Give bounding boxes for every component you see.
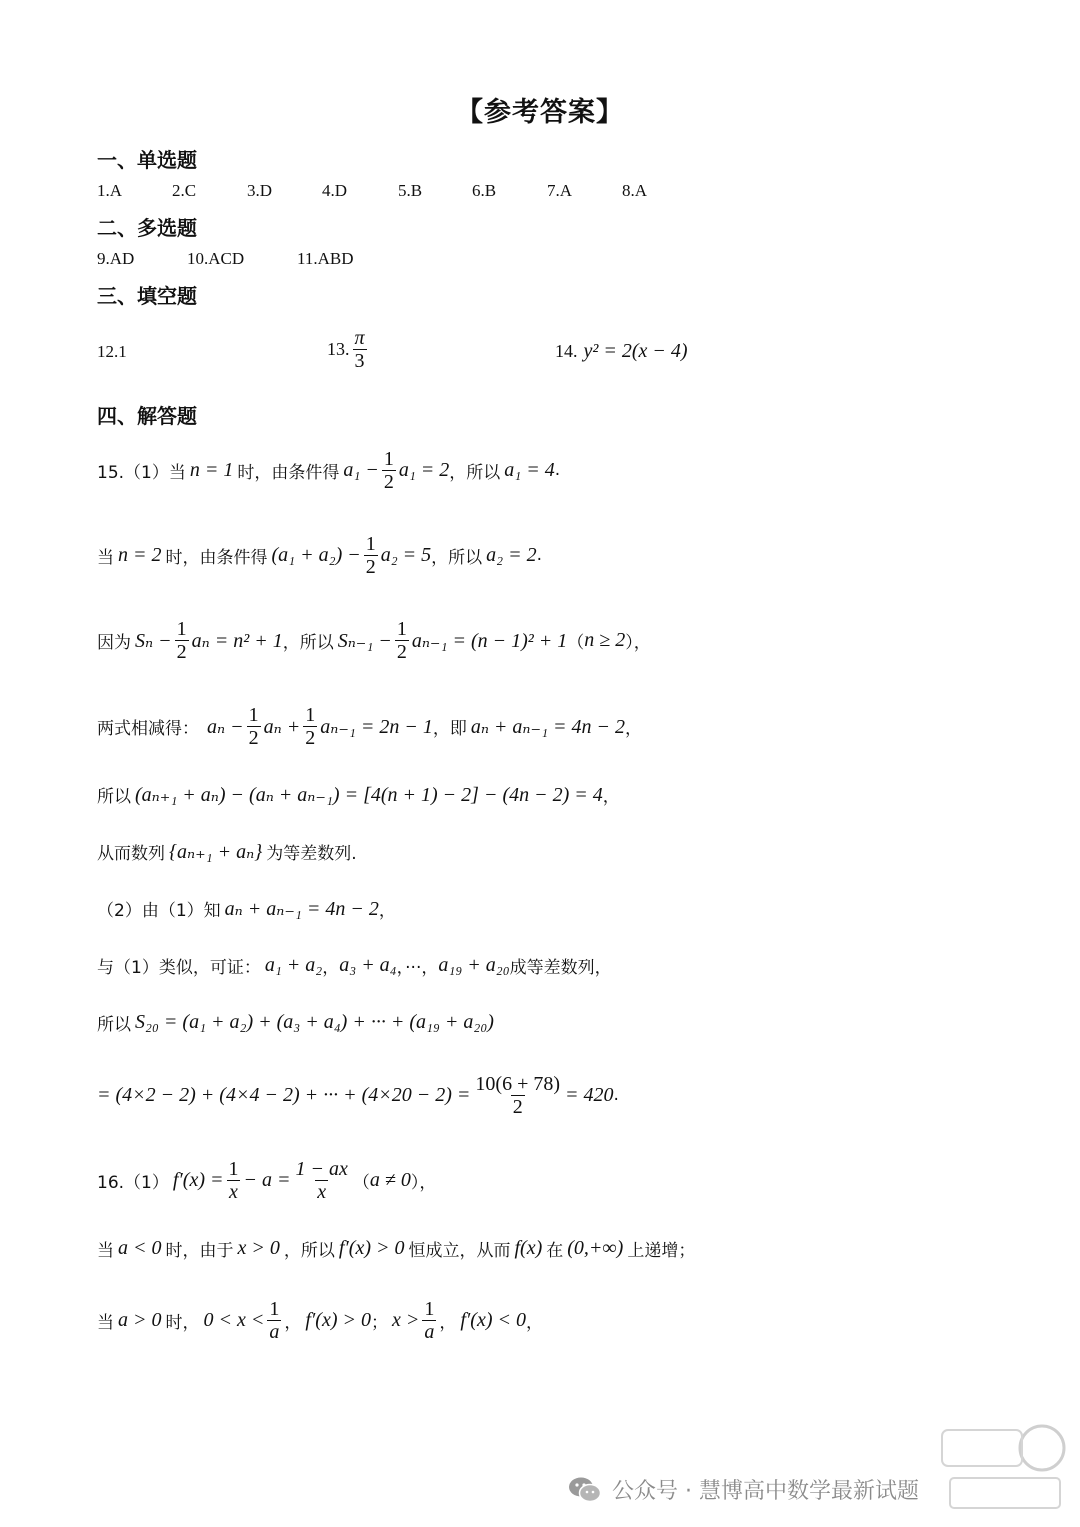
fraction-denominator: 2 (248, 726, 259, 749)
fraction-denominator: x (317, 1180, 327, 1203)
solution-text: ， (322, 957, 340, 978)
solution-text: 当 (97, 1312, 114, 1333)
math-expression: Sₙ₋₁ − (337, 629, 392, 652)
math-expression: n = 1 (189, 458, 234, 481)
fraction (353, 327, 367, 372)
section-single-choice: 一、单选题 (97, 148, 197, 172)
section-fill-blank: 三、填空题 (97, 284, 197, 308)
solution-text: 在 (546, 1240, 564, 1261)
solution-text: ）， (410, 1172, 437, 1193)
solution-line (97, 821, 357, 881)
solution-text: ， (625, 718, 643, 739)
math-expression: f(x) (514, 1236, 543, 1259)
solution-text: ， (378, 900, 396, 921)
solution-text: ，所以 (449, 462, 501, 483)
answer-item: 12.1 (97, 342, 127, 361)
math-expression: a₂ = 2 (486, 543, 537, 566)
math-expression: aₙ − (207, 715, 244, 738)
fraction-denominator: a (269, 1320, 280, 1343)
fraction-denominator: 2 (365, 555, 376, 578)
math-expression: a₁ = 2 (398, 458, 450, 481)
math-expression: S₂₀ = (a₁ + a₂) + (a₃ + a₄) + ··· + (a₁₉ + a₂₀) (135, 1010, 494, 1033)
solution-line (97, 1290, 543, 1350)
watermark-text: 公众号 · 慧博高中数学最新试题 (612, 1479, 919, 1504)
section-solutions: 四、解答题 (97, 404, 197, 428)
solution-line (97, 696, 642, 756)
answer-item: 1.A (97, 181, 123, 200)
solution-text: 因为 (97, 632, 131, 653)
solution-text: 所以 (97, 1014, 131, 1035)
math-expression: n = 2 (118, 543, 162, 566)
section-multi-choice: 二、多选题 (97, 216, 197, 240)
solution-text: 15.（1）当 (97, 462, 186, 483)
solution-text: ，···， (396, 957, 439, 978)
math-expression: aₙ + aₙ₋₁ = 4n − 2 (470, 715, 626, 738)
solution-text: ， (439, 1312, 457, 1333)
math-expression: 0 < x < (203, 1308, 265, 1331)
fraction-numerator: 1 − ax (295, 1157, 348, 1180)
solution-text: ， (602, 786, 620, 807)
solution-text: ，所以 (282, 632, 334, 653)
fraction (267, 1298, 281, 1343)
fraction-numerator: 1 (383, 447, 394, 470)
fraction (247, 704, 261, 749)
math-expression: a₁ − (343, 458, 379, 481)
math-expression: f′(x) = (172, 1168, 224, 1191)
solution-line (97, 1065, 619, 1125)
solution-text: 两式相减得： (97, 718, 199, 739)
fraction-denominator: a (424, 1320, 435, 1343)
solution-text: ）， (625, 632, 651, 653)
answer-item: 10.ACD (187, 249, 245, 268)
math-expression: a₁₉ + a₂₀ (438, 953, 510, 976)
answer-label: 14. (555, 341, 578, 361)
math-expression: (aₙ₊₁ + aₙ) − (aₙ + aₙ₋₁) = [4(n + 1) − 2] − (4n − 2) = 4 (135, 783, 603, 806)
solution-text: 所以 (97, 786, 131, 807)
solution-text: ，所以 (431, 547, 483, 568)
math-expression: a < 0 (118, 1236, 162, 1259)
fraction-denominator: 2 (383, 470, 394, 493)
answer-item: 5.B (398, 181, 423, 200)
answer-item: 2.C (172, 181, 197, 200)
stamp-logo (930, 1420, 1070, 1520)
math-expression: Sₙ − (135, 629, 172, 652)
math-expression: f′(x) > 0 (338, 1236, 405, 1259)
solution-text: . (554, 460, 561, 480)
math-expression: {aₙ₊₁ + aₙ} (169, 840, 263, 863)
fraction-numerator: π (354, 327, 365, 349)
solution-text: ，即 (432, 718, 467, 739)
solution-text: ，所以 (283, 1240, 335, 1261)
math-expression: a₁ + a₂ (264, 953, 323, 976)
math-expression: aₙ₋₁ = 2n − 1 (320, 715, 433, 738)
solution-text: . (613, 1085, 619, 1105)
math-expression: x > (392, 1308, 420, 1331)
solution-text: 为等差数列. (266, 843, 357, 864)
answer-item: 7.A (547, 181, 573, 200)
fraction-denominator: 3 (354, 350, 365, 372)
solution-line (97, 1218, 695, 1278)
fraction-numerator: 1 (228, 1157, 239, 1180)
fraction-denominator: 2 (396, 640, 407, 663)
solution-line (97, 878, 396, 938)
fraction (395, 618, 409, 663)
solution-text: 上递增； (627, 1240, 696, 1261)
math-expression: y² = 2(x − 4) (583, 340, 688, 362)
answer-item: 6.B (472, 181, 497, 200)
fraction-numerator: 1 (305, 703, 316, 726)
fraction (382, 448, 396, 493)
answer-label: 13. (327, 339, 350, 359)
answer-item: 4.D (322, 181, 348, 200)
fraction-denominator: 2 (512, 1095, 523, 1118)
answer-item: 9.AD (97, 249, 135, 268)
fraction-numerator: 1 (176, 617, 187, 640)
answer-item: 11.ABD (297, 249, 354, 268)
solution-text: 时， (165, 1312, 200, 1333)
solution-text: （ (567, 632, 585, 653)
math-expression: aₙ + (263, 715, 301, 738)
solution-text: . (536, 545, 543, 565)
answer-item (555, 340, 688, 363)
solution-text: 时，由于 (165, 1240, 234, 1261)
math-expression: (a₁ + a₂) − (271, 543, 361, 566)
fraction (293, 1158, 349, 1203)
math-expression: x > 0 (237, 1236, 280, 1259)
fraction (364, 533, 378, 578)
fraction-numerator: 1 (269, 1297, 280, 1320)
fraction (422, 1298, 436, 1343)
solution-line (97, 992, 494, 1052)
math-expression: a₃ + a₄ (339, 953, 397, 976)
fraction (473, 1073, 562, 1118)
math-expression: a > 0 (118, 1308, 162, 1331)
solution-text: 恒成立，从而 (408, 1240, 511, 1261)
math-expression: = 420 (565, 1083, 614, 1106)
math-expression: a ≠ 0 (369, 1168, 411, 1191)
fraction-numerator: 1 (365, 532, 376, 555)
fraction (175, 618, 189, 663)
fraction-denominator: 2 (176, 640, 187, 663)
math-expression: f′(x) < 0 (460, 1308, 526, 1331)
math-expression: aₙ + aₙ₋₁ = 4n − 2 (224, 897, 379, 920)
solution-line (97, 764, 620, 824)
math-expression: f′(x) > 0 (305, 1308, 371, 1331)
solution-text: 与（1）类似，可证： (97, 957, 261, 978)
solution-text: 时，由条件得 (165, 547, 268, 568)
wechat-icon (568, 1476, 602, 1504)
math-expression: n ≥ 2 (584, 628, 626, 651)
solution-text: 16.（1） (97, 1172, 169, 1193)
fraction-numerator: 1 (396, 617, 407, 640)
math-expression: aₙ = n² + 1 (191, 629, 283, 652)
math-expression: a₂ = 5 (380, 543, 432, 566)
solution-line (97, 1150, 436, 1210)
answer-item: 8.A (622, 181, 648, 200)
fraction-numerator: 1 (424, 1297, 435, 1320)
solution-text: 成等差数列， (509, 957, 612, 978)
solution-text: 时，由条件得 (237, 462, 340, 483)
answer-item: 3.D (247, 181, 273, 200)
fraction (226, 1158, 240, 1203)
fraction-denominator: x (229, 1180, 238, 1203)
solution-text: （2）由（1）知 (97, 900, 221, 921)
math-expression: aₙ₋₁ = (n − 1)² + 1 (411, 629, 568, 652)
solution-line (97, 610, 651, 670)
answer-item (327, 327, 370, 372)
fraction-numerator: 1 (248, 703, 259, 726)
math-expression: − a = (243, 1168, 291, 1191)
math-expression: a₁ = 4 (504, 458, 555, 481)
page-title: 【参考答案】 (456, 97, 624, 128)
fraction-denominator: 2 (305, 726, 316, 749)
solution-text: 当 (97, 547, 114, 568)
solution-line (97, 525, 542, 585)
solution-line (97, 440, 560, 500)
math-expression: = (4×2 − 2) + (4×4 − 2) + ··· + (4×20 − 2) = (97, 1083, 471, 1106)
solution-text: （ (352, 1172, 370, 1193)
solution-line (97, 935, 612, 995)
fraction-numerator: 10(6 + 78) (475, 1072, 561, 1095)
solution-text: ， (284, 1312, 302, 1333)
solution-text: 从而数列 (97, 843, 165, 864)
solution-text: 当 (97, 1240, 114, 1261)
fraction (303, 704, 317, 749)
solution-text: ， (526, 1312, 543, 1333)
math-expression: (0,+∞) (567, 1236, 624, 1259)
solution-text: ； (371, 1312, 388, 1333)
